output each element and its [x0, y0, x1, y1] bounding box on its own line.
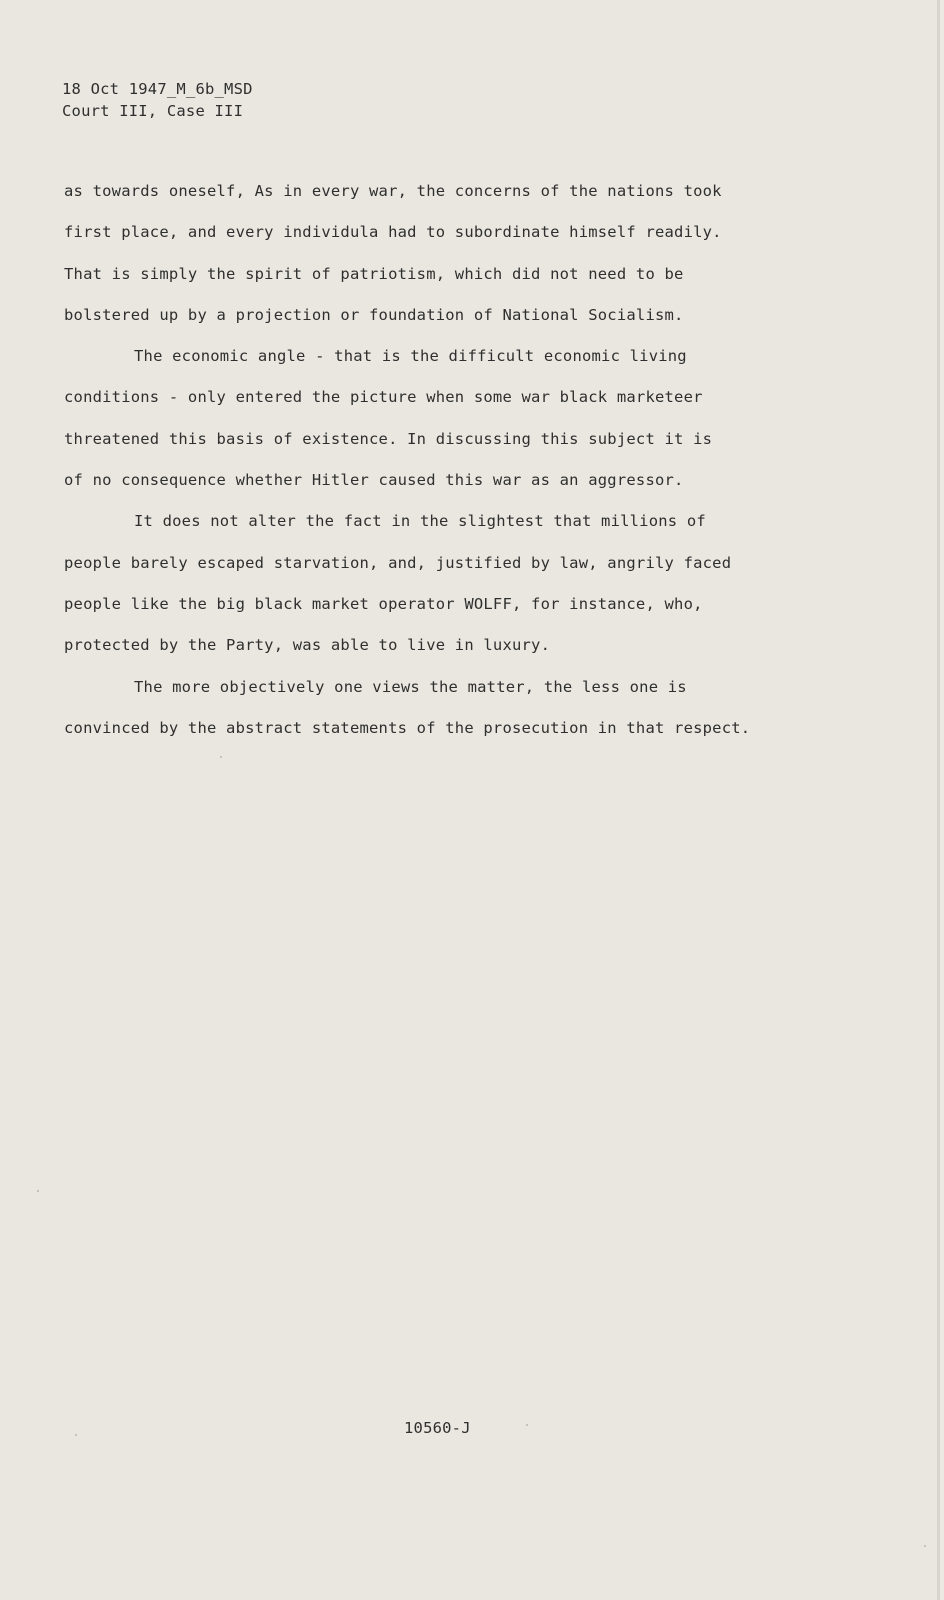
- header-court-line: Court III, Case III: [62, 102, 244, 120]
- body-line: threatened this basis of existence. In discussing this subject it is: [64, 429, 713, 448]
- body-line: people barely escaped starvation, and, justified by law, angrily faced: [64, 553, 732, 572]
- body-line: The economic angle - that is the difficult economic living: [134, 347, 687, 366]
- body-line: people like the big black market operator WOLFF, for instance, who,: [64, 594, 703, 613]
- body-line: The more objectively one views the matter, the less one is: [134, 677, 687, 696]
- body-line: That is simply the spirit of patriotism, which did not need to be: [64, 264, 684, 283]
- body-line: convinced by the abstract statements of the prosecution in that respect.: [64, 718, 751, 737]
- body-line: protected by the Party, was able to live in luxury.: [64, 636, 551, 655]
- paper-speck: [220, 756, 222, 758]
- body-line: of no consequence whether Hitler caused this war as an aggressor.: [64, 471, 684, 490]
- paper-speck: [37, 1190, 39, 1192]
- body-line: bolstered up by a projection or foundation of National Socialism.: [64, 305, 684, 324]
- header-date-line: 18 Oct 1947_M_6b_MSD: [62, 80, 253, 98]
- paper-speck: [924, 1545, 926, 1547]
- page-number: 10560-J: [404, 1419, 471, 1437]
- document-body: [64, 180, 864, 758]
- body-line: conditions - only entered the picture when some war black marketeer: [64, 388, 703, 407]
- document-header: [62, 78, 253, 122]
- body-line: as towards oneself, As in every war, the concerns of the nations took: [64, 182, 722, 200]
- paper-speck: [75, 1434, 77, 1436]
- body-line: It does not alter the fact in the slightest that millions of: [134, 512, 706, 531]
- paper-speck: [526, 1424, 528, 1426]
- body-line: first place, and every individula had to subordinate himself readily.: [64, 223, 722, 242]
